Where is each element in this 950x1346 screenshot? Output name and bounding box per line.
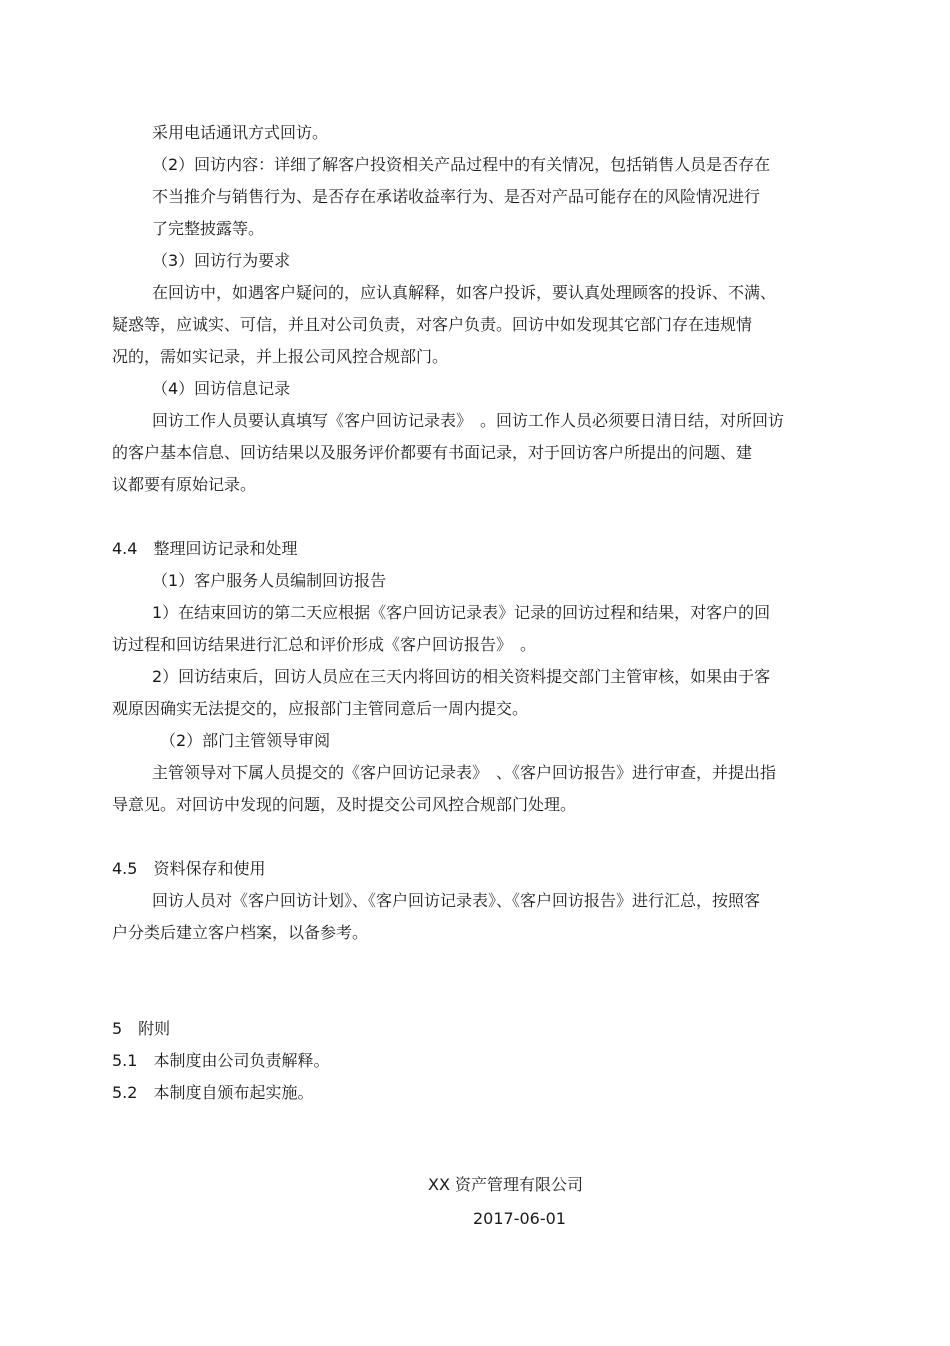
section-heading: 4.4 整理回访记录和处理 (112, 539, 298, 558)
clause-line: 5.1 本制度由公司负责解释。 (112, 1051, 330, 1070)
paragraph-line: 的客户基本信息、回访结果以及服务评价都要有书面记录，对于回访客户所提出的问题、建 (112, 443, 753, 462)
paragraph-line: 导意见。对回访中发现的问题，及时提交公司风控合规部门处理。 (112, 795, 577, 814)
paragraph-line: 了完整披露等。 (152, 219, 265, 238)
paragraph-line: 回访人员对《客户回访计划》、《客户回访记录表》、《客户回访报告》进行汇总，按照客 (152, 891, 761, 910)
paragraph-line: 访过程和回访结果进行汇总和评价形成《客户回访报告》 。 (112, 635, 537, 654)
subsection-heading: （1）客户服务人员编制回访报告 (152, 571, 387, 590)
paragraph-line: 主管领导对下属人员提交的《客户回访记录表》 、《客户回访报告》进行审查，并提出指 (152, 763, 777, 782)
paragraph-line: 况的，需如实记录，并上报公司风控合规部门。 (112, 347, 449, 366)
paragraph-line: 采用电话通讯方式回访。 (152, 123, 329, 142)
paragraph-line: 观原因确实无法提交的，应报部门主管同意后一周内提交。 (112, 699, 529, 718)
signature-date: 2017-06-01 (473, 1209, 566, 1228)
subsection-heading: （3）回访行为要求 (152, 251, 291, 270)
paragraph-line: 不当推介与销售行为、是否存在承诺收益率行为、是否对产品可能存在的风险情况进行 (152, 187, 761, 206)
paragraph-line: 在回访中，如遇客户疑问的，应认真解释，如客户投诉，要认真处理顾客的投诉、不满、 (152, 283, 777, 302)
section-heading: 4.5 资料保存和使用 (112, 859, 266, 878)
clause-line: 5.2 本制度自颁布起实施。 (112, 1083, 314, 1102)
paragraph-line: 议都要有原始记录。 (112, 475, 257, 494)
signature-company: XX 资产管理有限公司 (428, 1175, 584, 1194)
paragraph-line: 回访工作人员要认真填写《客户回访记录表》 。回访工作人员必须要日清日结，对所回访 (152, 411, 785, 430)
section-heading: 5 附则 (112, 1019, 171, 1038)
paragraph-line: 疑惑等，应诚实、可信，并且对公司负责，对客户负责。回访中如发现其它部门存在违规情 (112, 315, 753, 334)
paragraph-line: （2）回访内容：详细了解客户投资相关产品过程中的有关情况，包括销售人员是否存在 (152, 155, 771, 174)
paragraph-line: 1）在结束回访的第二天应根据《客户回访记录表》记录的回访过程和结果，对客户的回 (152, 603, 771, 622)
paragraph-line: 户分类后建立客户档案，以备参考。 (112, 923, 369, 942)
subsection-heading: （4）回访信息记录 (152, 379, 291, 398)
paragraph-line: 2）回访结束后，回访人员应在三天内将回访的相关资料提交部门主管审核，如果由于客 (152, 667, 771, 686)
subsection-heading: （2）部门主管领导审阅 (160, 731, 331, 750)
